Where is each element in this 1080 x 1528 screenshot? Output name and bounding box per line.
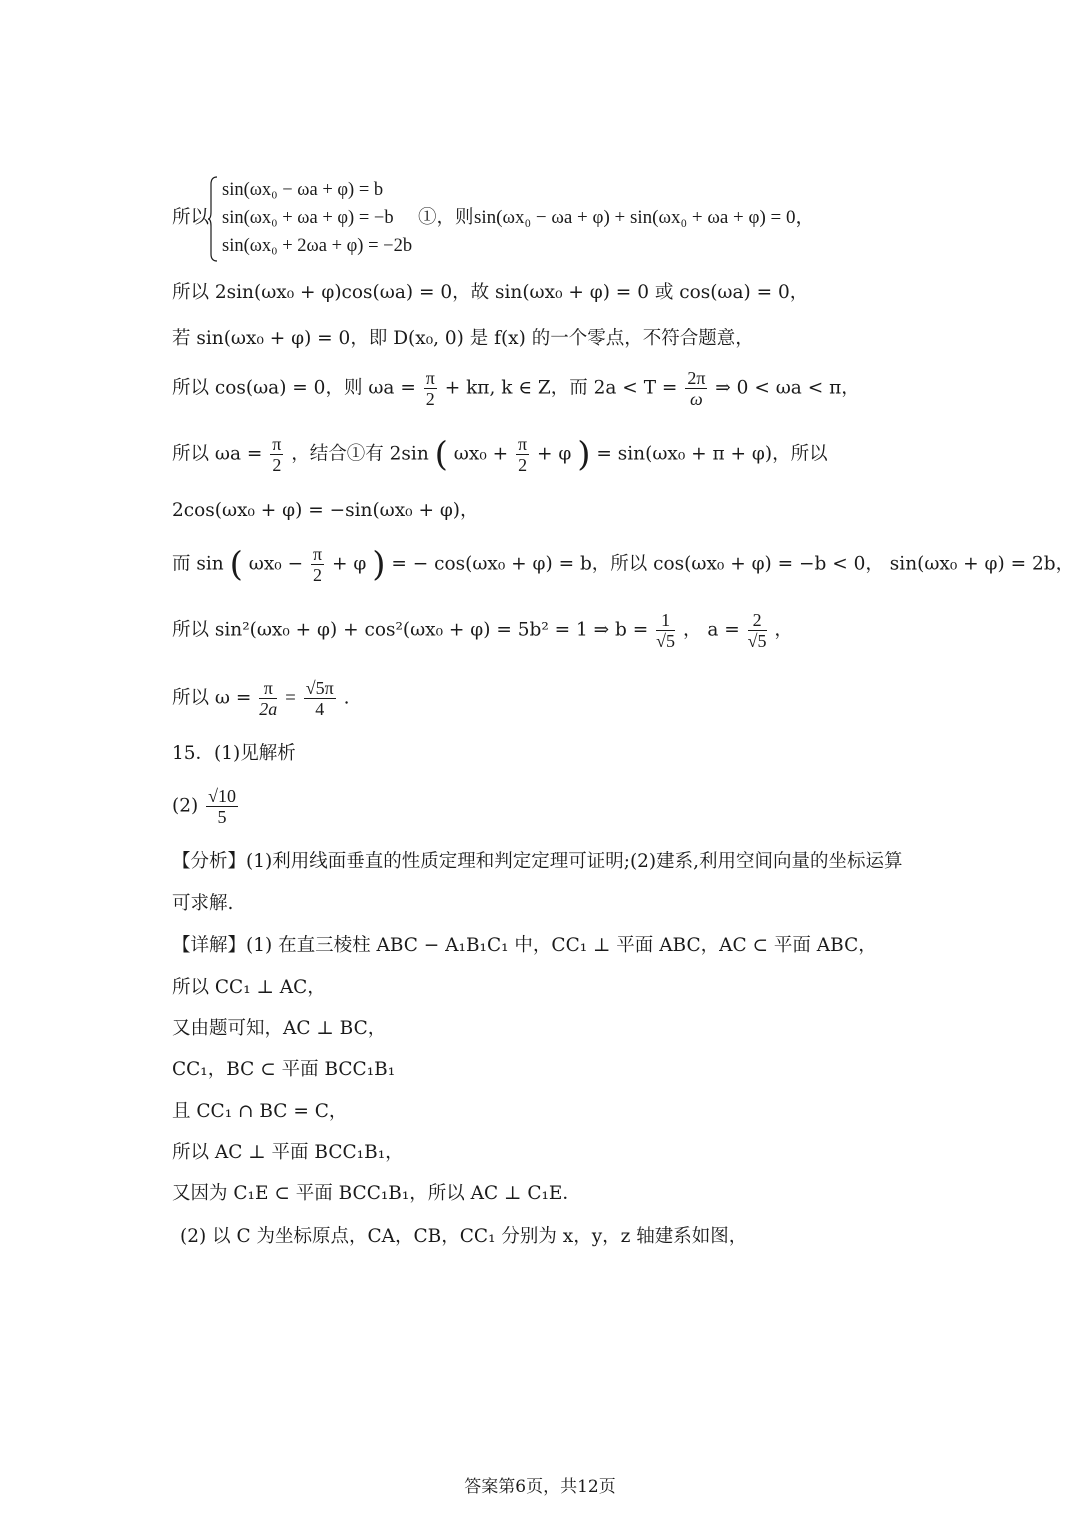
denominator: 5 [217,807,227,827]
denominator: 4 [315,699,325,719]
frac-pi-over-2 [270,434,283,475]
q15-part2 [172,786,240,827]
p2-label: (2) [172,795,199,817]
system-tail: sin(ωx₀ − ωa + φ) + sin(ωx₀ + ωa + φ) = 0， [474,207,815,228]
right-paren: ) [372,544,386,585]
line-cos-relation: 2cos(ωx₀ + φ) = −sin(ωx₀ + φ)， [172,500,479,521]
numerator: π [518,434,528,454]
numerator: √10 [208,786,236,806]
cos-text-a: 所以 cos(ωa) = 0，则 ωa = [172,377,416,399]
analysis-line2: 可求解. [172,893,234,914]
sq-text-b: ， a = [682,619,740,641]
page-footer: 答案第6页，共12页 [464,1477,616,1497]
cos-text-c: ⇒ 0 < ωa < π， [715,377,860,399]
line-omega-a [172,434,828,475]
numerator: 2π [687,368,706,388]
denominator: 2a [259,699,278,719]
wa-text-b: ，结合①有 2sin [291,443,429,465]
denominator: √5 [747,631,767,651]
system-eq1: sin(ωx₀ − ωa + φ) = b [222,180,384,200]
numerator: 1 [656,610,675,631]
q15-part1: 15．(1)见解析 [172,743,296,764]
frac-2-over-sqrt5 [748,610,767,651]
wa-text-e: = sin(ωx₀ + π + φ)，所以 [596,443,828,465]
numerator: √5π [305,678,334,698]
frac-pi-over-2 [516,434,529,475]
denominator: 2 [518,455,528,475]
system-eq3: sin(ωx₀ + 2ωa + φ) = −2b [222,236,413,256]
sin-text-a: 而 sin [172,553,224,575]
denominator: 2 [425,389,435,409]
line-omega-result: 所以 ω = $\frac{\pi}{2a}$ = $\frac{√5\pi}{4}$ . [172,678,350,719]
numerator: π [272,434,282,454]
frac-pi-over-2 [311,544,324,585]
numerator: π [259,678,277,699]
detail-line2: 所以 CC₁ ⊥ AC， [172,977,326,998]
sin-text-c: + φ [331,553,367,575]
sq-text-c: ， [774,619,793,641]
system-marker: ①，则 [418,207,474,228]
frac-1-over-sqrt5 [656,610,675,651]
system-prefix: 所以 [172,207,210,228]
detail-line6: 所以 AC ⊥ 平面 BCC₁B₁， [172,1142,404,1163]
frac-sqrt5pi-over-4 [304,678,336,719]
detail-line8: (2) 以 C 为坐标原点，CA，CB，CC₁ 分别为 x，y，z 轴建系如图， [180,1226,748,1247]
line-zero-case: 若 sin(ωx₀ + φ) = 0，即 D(x₀, 0) 是 f(x) 的一个零点，不符合题意， [172,328,754,349]
detail-line1: 【详解】(1) 在直三棱柱 ABC − A₁B₁C₁ 中，CC₁ ⊥ 平面 ABC，AC ⊂ 平面 ABC， [172,935,877,956]
denominator: ω [690,389,703,409]
detail-line4: CC₁，BC ⊂ 平面 BCC₁B₁ [172,1059,396,1080]
sq-text-a: 所以 sin²(ωx₀ + φ) + cos²(ωx₀ + φ) = 5b² = 1 ⇒ b = [172,619,649,641]
om-dot: . [343,687,350,709]
line-pythag [172,610,793,651]
frac-sqrt10-over-5 [206,786,238,827]
analysis-line1: 【分析】(1)利用线面垂直的性质定理和判定定理可证明;(2)建系,利用空间向量的坐标运算 [172,851,903,872]
om-text-a: 所以 ω = [172,687,252,709]
frac-pi-over-2a [259,678,277,719]
left-paren: ( [229,544,243,585]
wa-text-d: + φ [537,443,572,465]
sin-text-b: ωx₀ − [248,553,304,575]
detail-line3: 又由题可知，AC ⊥ BC， [172,1018,387,1039]
numerator: 2 [748,610,767,631]
frac-2pi-over-omega [685,368,707,409]
detail-line7: 又因为 C₁E ⊂ 平面 BCC₁B₁，所以 AC ⊥ C₁E． [172,1183,581,1204]
right-paren: ) [577,434,591,475]
line-double-angle: 所以 2sin(ωx₀ + φ)cos(ωa) = 0，故 sin(ωx₀ + φ) = 0 或 cos(ωa) = 0， [172,282,809,303]
wa-text-a: 所以 ωa = [172,443,263,465]
system-eq2: sin(ωx₀ + ωa + φ) = −b [222,208,394,228]
line-cos-zero [172,368,860,409]
denominator: 2 [272,455,282,475]
left-brace [208,176,218,262]
denominator: 2 [313,565,323,585]
detail-line5: 且 CC₁ ∩ BC = C， [172,1101,348,1122]
numerator: π [312,544,323,564]
numerator: π [425,368,435,388]
wa-text-c: ωx₀ + [453,443,509,465]
sin-text-d: = − cos(ωx₀ + φ) = b，所以 cos(ωx₀ + φ) = −b < 0， sin(ωx₀ + φ) = 2b， [391,553,1075,575]
left-paren: ( [434,434,448,475]
cos-text-b: + kπ, k ∈ Z，而 2a < T = [444,377,678,399]
denominator: √5 [656,631,676,651]
line-sin-shift [172,544,1074,585]
frac-pi-over-2 [424,368,437,409]
